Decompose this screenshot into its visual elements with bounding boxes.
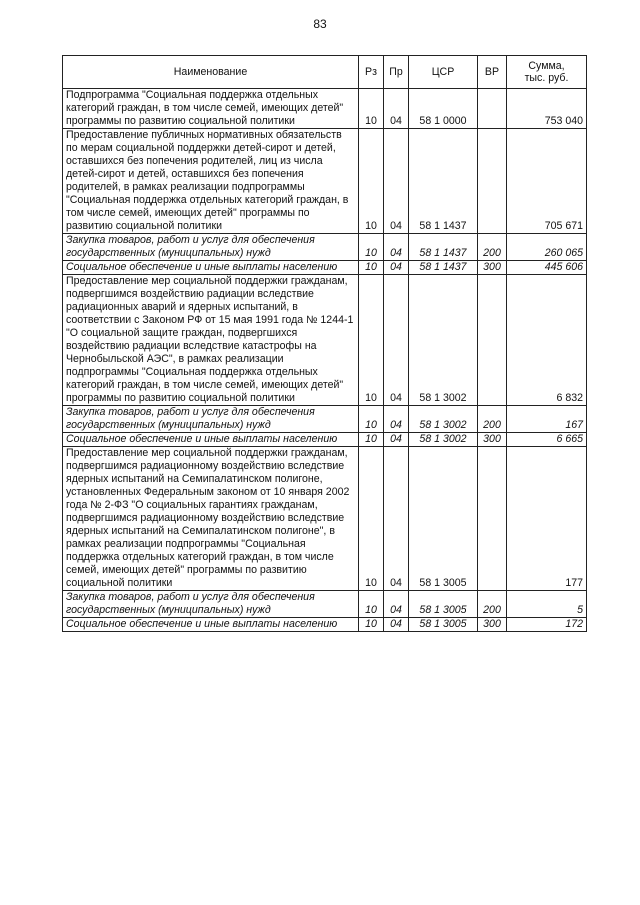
- cell-vr: 200: [478, 234, 507, 261]
- cell-name: Закупка товаров, работ и услуг для обеспечения государственных (муниципальных) нужд: [63, 406, 359, 433]
- cell-sum: 172: [507, 618, 587, 632]
- table-row: [63, 618, 587, 632]
- cell-name: Закупка товаров, работ и услуг для обеспечения государственных (муниципальных) нужд: [63, 234, 359, 261]
- cell-name: Предоставление мер социальной поддержки гражданам, подвергшимся радиационному воздействию вследствие ядерных испытаний на Семипалатинском полигоне, установленных Федеральным законом от 10 января 2002 года № 2-ФЗ "О социальных гарантиях гражданам, подвергшимся радиационному воздействию вследствие ядерных испытаний на Семипалатинском полигоне", в рамках реализации подпрограммы "Социальная поддержка отдельных категорий граждан, в том числе семей, имеющих детей" программы по развитию социальной политики: [63, 447, 359, 591]
- cell-pr: 04: [384, 591, 409, 618]
- sum-header-line2: тыс. руб.: [524, 72, 569, 84]
- cell-pr: 04: [384, 406, 409, 433]
- cell-vr: 300: [478, 618, 507, 632]
- table-row: [63, 129, 587, 234]
- table-row: [63, 433, 587, 447]
- cell-vr: [478, 89, 507, 129]
- cell-csr: 58 1 3005: [409, 591, 478, 618]
- cell-csr: 58 1 1437: [409, 129, 478, 234]
- cell-rz: 10: [359, 618, 384, 632]
- column-header-vr: ВР: [478, 56, 507, 89]
- cell-sum: 753 040: [507, 89, 587, 129]
- cell-csr: 58 1 3002: [409, 275, 478, 406]
- table-row: [63, 261, 587, 275]
- cell-sum: 5: [507, 591, 587, 618]
- cell-name: Социальное обеспечение и иные выплаты населению: [63, 618, 359, 632]
- table-row: [63, 275, 587, 406]
- cell-sum: 177: [507, 447, 587, 591]
- cell-csr: 58 1 1437: [409, 261, 478, 275]
- cell-rz: 10: [359, 234, 384, 261]
- cell-csr: 58 1 0000: [409, 89, 478, 129]
- cell-vr: [478, 129, 507, 234]
- cell-name: Социальное обеспечение и иные выплаты населению: [63, 433, 359, 447]
- sum-header-line1: Сумма,: [528, 60, 565, 72]
- cell-name: Закупка товаров, работ и услуг для обеспечения государственных (муниципальных) нужд: [63, 591, 359, 618]
- cell-sum: 260 065: [507, 234, 587, 261]
- cell-rz: 10: [359, 275, 384, 406]
- cell-name: Подпрограмма "Социальная поддержка отдельных категорий граждан, в том числе семей, имеющих детей" программы по развитию социальной политики: [63, 89, 359, 129]
- table-row: [63, 447, 587, 591]
- cell-pr: 04: [384, 618, 409, 632]
- cell-vr: 200: [478, 406, 507, 433]
- cell-pr: 04: [384, 129, 409, 234]
- page-number: 83: [313, 17, 327, 31]
- cell-csr: 58 1 3002: [409, 433, 478, 447]
- table-row: [63, 89, 587, 129]
- cell-pr: 04: [384, 234, 409, 261]
- column-header-sum: [507, 56, 587, 89]
- cell-vr: 300: [478, 433, 507, 447]
- cell-csr: 58 1 1437: [409, 234, 478, 261]
- column-header-name: Наименование: [63, 56, 359, 89]
- cell-vr: [478, 275, 507, 406]
- cell-rz: 10: [359, 591, 384, 618]
- cell-rz: 10: [359, 89, 384, 129]
- column-header-csr: ЦСР: [409, 56, 478, 89]
- cell-pr: 04: [384, 433, 409, 447]
- cell-rz: 10: [359, 129, 384, 234]
- cell-vr: [478, 447, 507, 591]
- table-header-row: [63, 56, 587, 89]
- cell-sum: 6 832: [507, 275, 587, 406]
- cell-name: Социальное обеспечение и иные выплаты населению: [63, 261, 359, 275]
- cell-rz: 10: [359, 433, 384, 447]
- table-row: [63, 234, 587, 261]
- table-row: [63, 406, 587, 433]
- cell-sum: 6 665: [507, 433, 587, 447]
- cell-pr: 04: [384, 447, 409, 591]
- cell-sum: 167: [507, 406, 587, 433]
- cell-sum: 445 606: [507, 261, 587, 275]
- table-row: [63, 591, 587, 618]
- cell-csr: 58 1 3005: [409, 618, 478, 632]
- cell-vr: 200: [478, 591, 507, 618]
- cell-rz: 10: [359, 406, 384, 433]
- cell-name: Предоставление мер социальной поддержки гражданам, подвергшимся воздействию радиации вследствие радиационных аварий и ядерных испытаний, в соответствии с Законом РФ от 15 мая 1991 года № 1244-1 "О социальной защите граждан, подвергшихся воздействию радиации вследствие катастрофы на Чернобыльской АЭС", в рамках реализации подпрограммы "Социальная поддержка отдельных категорий граждан, в том числе семей, имеющих детей" программы по развитию социальной политики: [63, 275, 359, 406]
- column-header-rz: Рз: [359, 56, 384, 89]
- cell-pr: 04: [384, 275, 409, 406]
- cell-pr: 04: [384, 89, 409, 129]
- budget-table: [62, 55, 587, 632]
- cell-pr: 04: [384, 261, 409, 275]
- cell-csr: 58 1 3002: [409, 406, 478, 433]
- cell-name: Предоставление публичных нормативных обязательств по мерам социальной поддержки детей-сирот и детей, оставшихся без попечения родителей, лиц из числа детей-сирот и детей, оставшихся без попечения родителей, в рамках реализации подпрограммы "Социальная поддержка отдельных категорий граждан, в том числе семей, имеющих детей" программы по развитию социальной политики: [63, 129, 359, 234]
- cell-csr: 58 1 3005: [409, 447, 478, 591]
- cell-sum: 705 671: [507, 129, 587, 234]
- column-header-pr: Пр: [384, 56, 409, 89]
- cell-vr: 300: [478, 261, 507, 275]
- cell-rz: 10: [359, 447, 384, 591]
- cell-rz: 10: [359, 261, 384, 275]
